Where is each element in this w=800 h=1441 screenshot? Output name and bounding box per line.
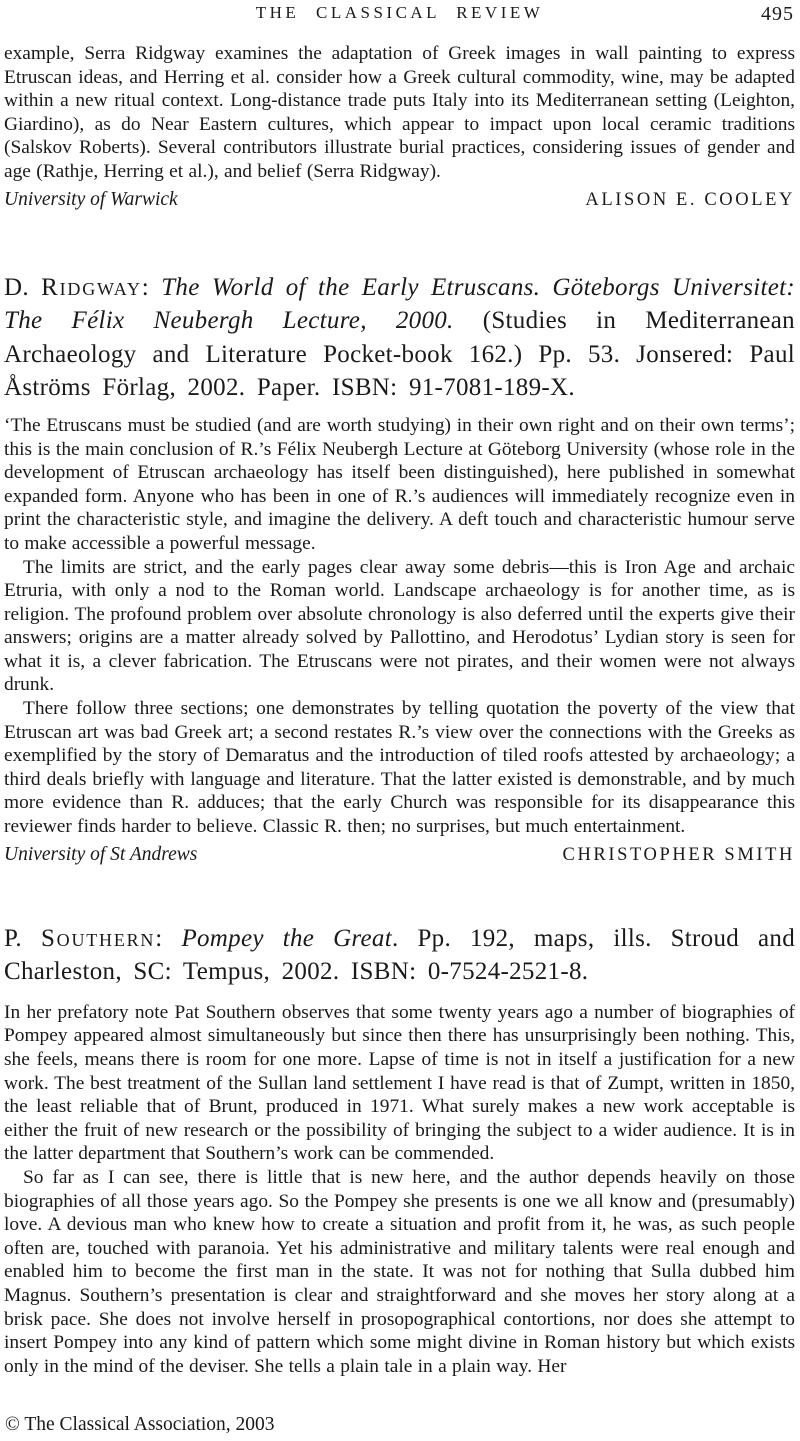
heading-publication-details: (Studies in Mediterranean Archaeology and Literature Pocket-book 162.) Pp. 53. Jonsered: Paul Åströms Förlag, 2002. Paper. ISBN: 91-7081-189-X. (4, 307, 795, 402)
heading-book-title: The World of the Early Etruscans. Göteborgs Universitet: The Félix Neubergh Lecture, 2000. (4, 273, 795, 335)
review-paragraph: The limits are strict, and the early pages clear away some debris—this is Iron Age and archaic Etruria, with only a nod to the Roman world. Landscape archaeology is for another time, as is religion. The profound problem over absolute chronology is also deferred until the experts give their answers; origins are a matter already solved by Pallottino, and Herodotus’ Lydian story is seen for what it is, a clever fabrication. The Etruscans were not pirates, and their women were not always drunk. (4, 556, 795, 696)
reviewer-affiliation: University of Warwick (4, 188, 178, 210)
review-paragraph: ‘The Etruscans must be studied (and are worth studying) in their own right and on their own terms’; this is the main conclusion of R.’s Félix Neubergh Lecture at Göteborg University (whose role in the development of Etruscan archaeology has itself been distinguished), here published in somewhat expanded form. Anyone who has been in one of R.’s audiences will immediately recognize even in print the characteristic style, and imagine the delivery. A deft touch and characteristic humour serve to make accessible a powerful message. (4, 414, 795, 554)
book-heading (4, 271, 795, 405)
running-head (4, 3, 795, 27)
review-section-ridgway (4, 271, 795, 866)
book-heading (4, 922, 795, 989)
heading-author-name: Southern (40, 924, 156, 952)
heading-publication-details: . Pp. 192, maps, ills. Stroud and Charleston, SC: Tempus, 2002. ISBN: 0-7524-2521-8. (4, 924, 795, 986)
review-paragraph: example, Serra Ridgway examines the adaptation of Greek images in wall painting to express Etruscan ideas, and Herring et al. consider how a Greek cultural commodity, wine, may be adapted within a new ritual context. Long-distance trade puts Italy into its Mediterranean setting (Leighton, Giardino), as do Near Eastern cultures, which appear to impact upon local ceramic traditions (Salskov Roberts). Several contributors illustrate burial practices, considering issues of gender and age (Rathje, Herring et al.), and belief (Serra Ridgway). (4, 43, 795, 182)
review-paragraph: There follow three sections; one demonstrates by telling quotation the poverty of the view that Etruscan art was bad Greek art; a second restates R.’s view over the connections with the Greeks as exemplified by the story of Demaratus and the introduction of tiled roofs attested by archaeology; a third deals briefly with language and literature. That the latter existed is demonstrable, and by much more evidence than R. adduces; that the early Church was responsible for its disappearance this reviewer finds harder to believe. Classic R. then; no surprises, but much entertainment. (4, 698, 795, 838)
review-signature (4, 844, 795, 866)
heading-author-name: Ridgway (41, 273, 142, 301)
reviewer-affiliation: University of St Andrews (4, 843, 198, 865)
heading-separator: : (141, 273, 162, 301)
reviewer-name: CHRISTOPHER SMITH (562, 844, 795, 865)
reviewer-name: ALISON E. COOLEY (585, 189, 795, 210)
heading-author-prefix: P. (4, 924, 41, 952)
heading-book-title: Pompey the Great (181, 924, 392, 952)
copyright-footer: © The Classical Association, 2003 (5, 1414, 275, 1435)
review-continuation-section (4, 42, 795, 211)
heading-author-prefix: D. (4, 273, 42, 301)
page-number: 495 (761, 3, 794, 25)
heading-separator: : (155, 924, 182, 952)
review-signature (4, 189, 795, 211)
review-section-southern (4, 922, 795, 1379)
journal-title: THE CLASSICAL REVIEW (255, 3, 544, 22)
review-paragraph: In her prefatory note Pat Southern observes that some twenty years ago a number of biographies of Pompey appeared almost simultaneously but since then there has unsurprisingly been nothing. This, she feels, means there is room for one more. Lapse of time is not in itself a justification for a new work. The best treatment of the Sullan land settlement I have read is that of Zumpt, written in 1850, the least reliable that of Brunt, produced in 1971. What surely makes a new work acceptable is either the fruit of new research or the possibility of bringing the subject to a wider audience. It is in the latter department that Southern’s work can be commended. (4, 1001, 795, 1165)
review-paragraph: So far as I can see, there is little that is new here, and the author depends heavily on those biographies of all those years ago. So the Pompey she presents is one we all know and (presumably) love. A devious man who knew how to create a situation and profit from it, he was, as such people often are, touched with paranoia. Yet his administrative and military talents were real enough and enabled him to become the first man in the state. It was not for nothing that Sulla dubbed him Magnus. Southern’s presentation is clear and straightforward and she moves her story along at a brisk pace. She does not involve herself in prosopographical contortions, nor does she attempt to insert Pompey into any kind of pattern which some might divine in Roman history but which exists only in the mind of the deviser. She tells a plain tale in a plain way. Her (4, 1166, 795, 1377)
